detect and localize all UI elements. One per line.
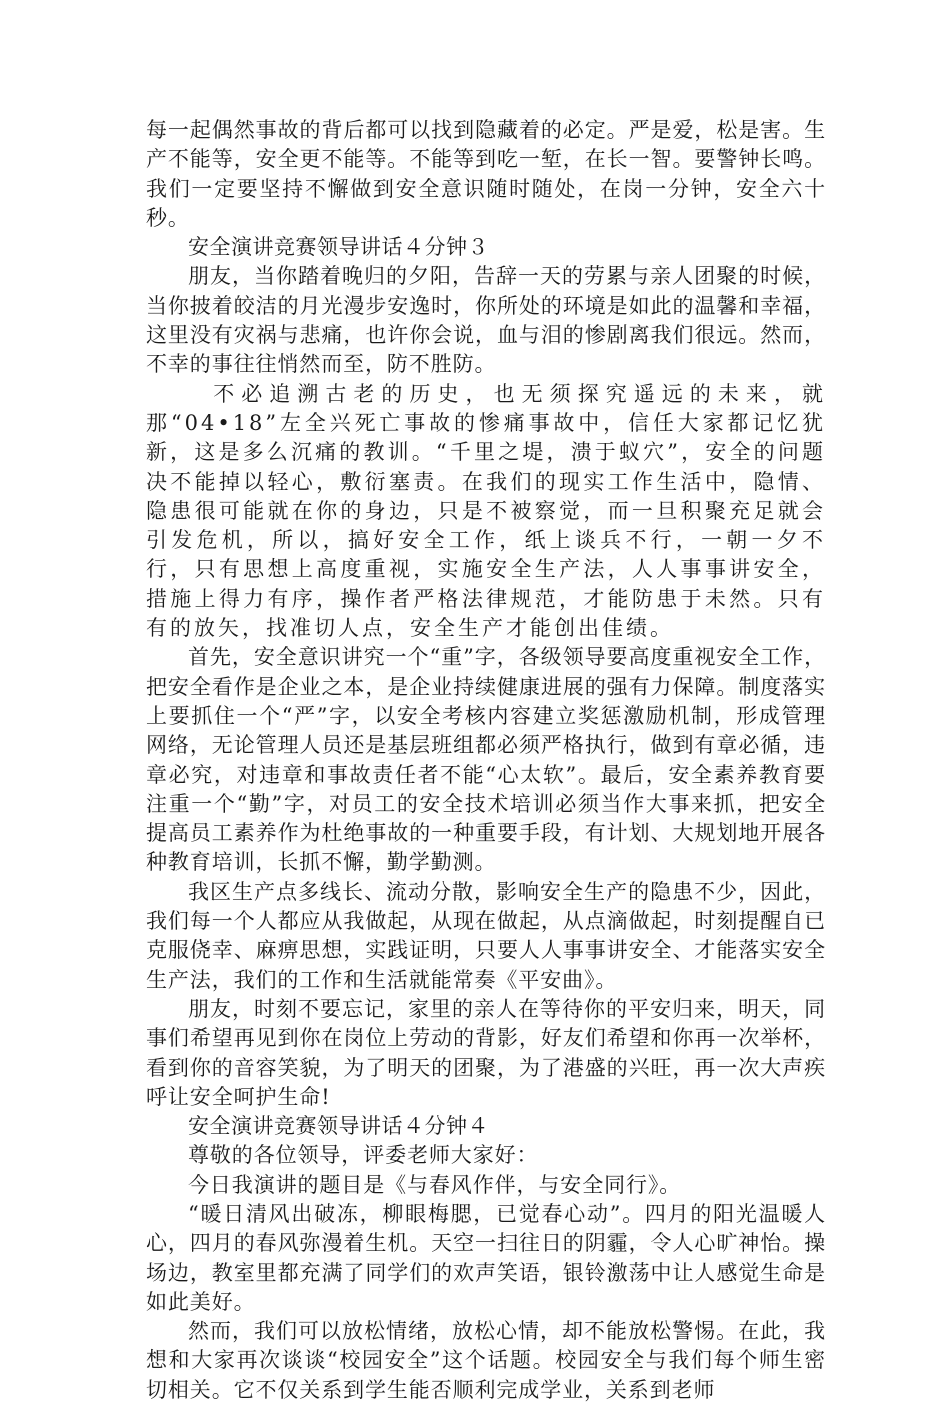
paragraph-speech-title: 今日我演讲的题目是《与春风作伴，与安全同行》。 [188,1172,682,1197]
paragraph-family-waiting: 朋友，时刻不要忘记，家里的亲人在等待你的平安归来，明天，同事们希望再见到你在岗位上劳动的背影，好友们希望和你再一次举杯，看到你的音容笑貌，为了明天的团聚，为了港盛的兴旺，再一次大声疾呼让安全呵护生命! [146,996,826,1109]
paragraph-campus-safety: 然而，我们可以放松情绪，放松心情，却不能放松警惕。在此，我想和大家再次谈谈“校园安全”这个话题。校园安全与我们每个师生密切相关。它不仅关系到学生能否顺利完成学业，关系到老师 [146,1319,826,1402]
paragraph-friend-sunset: 朋友，当你踏着晚归的夕阳，告辞一天的劳累与亲人团聚的时候，当你披着皎洁的月光漫步安逸时，你所处的环境是如此的温馨和幸福，这里没有灾祸与悲痛，也许你会说，血与泪的惨剧离我们很远。然而，不幸的事往往悄然而至，防不胜防。 [146,264,826,377]
section-heading-speech-3: 安全演讲竞赛领导讲话４分钟３ [188,235,489,260]
paragraph-first-awareness: 首先，安全意识讲究一个“重”字，各级领导要高度重视安全工作，把安全看作是企业之本，是企业持续健康进展的强有力保障。制度落实上要抓住一个“严”字，以安全考核内容建立奖惩激励机制，形成管理网络，无论管理人员还是基层班组都必须严格执行，做到有章必循，违章必究，对违章和事故责任者不能“心太软”。最后，安全素养教育要注重一个“勤”字，对员工的安全技术培训必须当作大事来抓，把安全提高员工素养作为杜绝事故的一种重要手段，有计划、大规划地开展各种教育培训，长抓不懈，勤学勤测。 [146,645,826,875]
document-page [146,116,826,1405]
paragraph-district-production: 我区生产点多线长、流动分散，影响安全生产的隐患不少，因此，我们每一个人都应从我做起，从现在做起，从点滴做起，时刻提醒自已克服侥幸、麻痹思想，实践证明，只要人人事事讲安全、才能落实安全生产法，我们的工作和生活就能常奏《平安曲》。 [146,879,826,992]
paragraph-greeting: 尊敬的各位领导，评委老师大家好： [188,1143,539,1168]
paragraph-safety-reminder: 每一起偶然事故的背后都可以找到隐藏着的必定。严是爱，松是害。生产不能等，安全更不能等。不能等到吃一堑，在长一智。要警钟长鸣。我们一定要坚持不懈做到安全意识随时随处，在岗一分钟，安全六十秒。 [146,118,826,230]
paragraph-spring-poem: “暖日清风出破冻，柳眼梅腮，已觉春心动”。四月的阳光温暖人心，四月的春风弥漫着生机。天空一扫往日的阴霾，令人心旷神怡。操场边，教室里都充满了同学们的欢声笑语，银铃激荡中让人感觉生命是如此美好。 [146,1201,826,1314]
section-heading-speech-4: 安全演讲竞赛领导讲话４分钟４ [188,1114,489,1139]
paragraph-accident-lesson: 不必追溯古老的历史，也无须探究遥远的未来，就那“04•18”左全兴死亡事故的惨痛事故中，信任大家都记忆犹新，这是多么沉痛的教训。“千里之堤，溃于蚁穴”，安全的问题决不能掉以轻心，敷衍塞责。在我们的现实工作生活中，隐情、隐患很可能就在你的身边，只是不被察觉，而一旦积聚充足就会引发危机，所以，搞好安全工作，纸上谈兵不行，一朝一夕不行，只有思想上高度重视，实施安全生产法，人人事事讲安全，措施上得力有序，操作者严格法律规范，才能防患于未然。只有有的放矢，找准切人点，安全生产才能创出佳绩。 [146,381,826,641]
